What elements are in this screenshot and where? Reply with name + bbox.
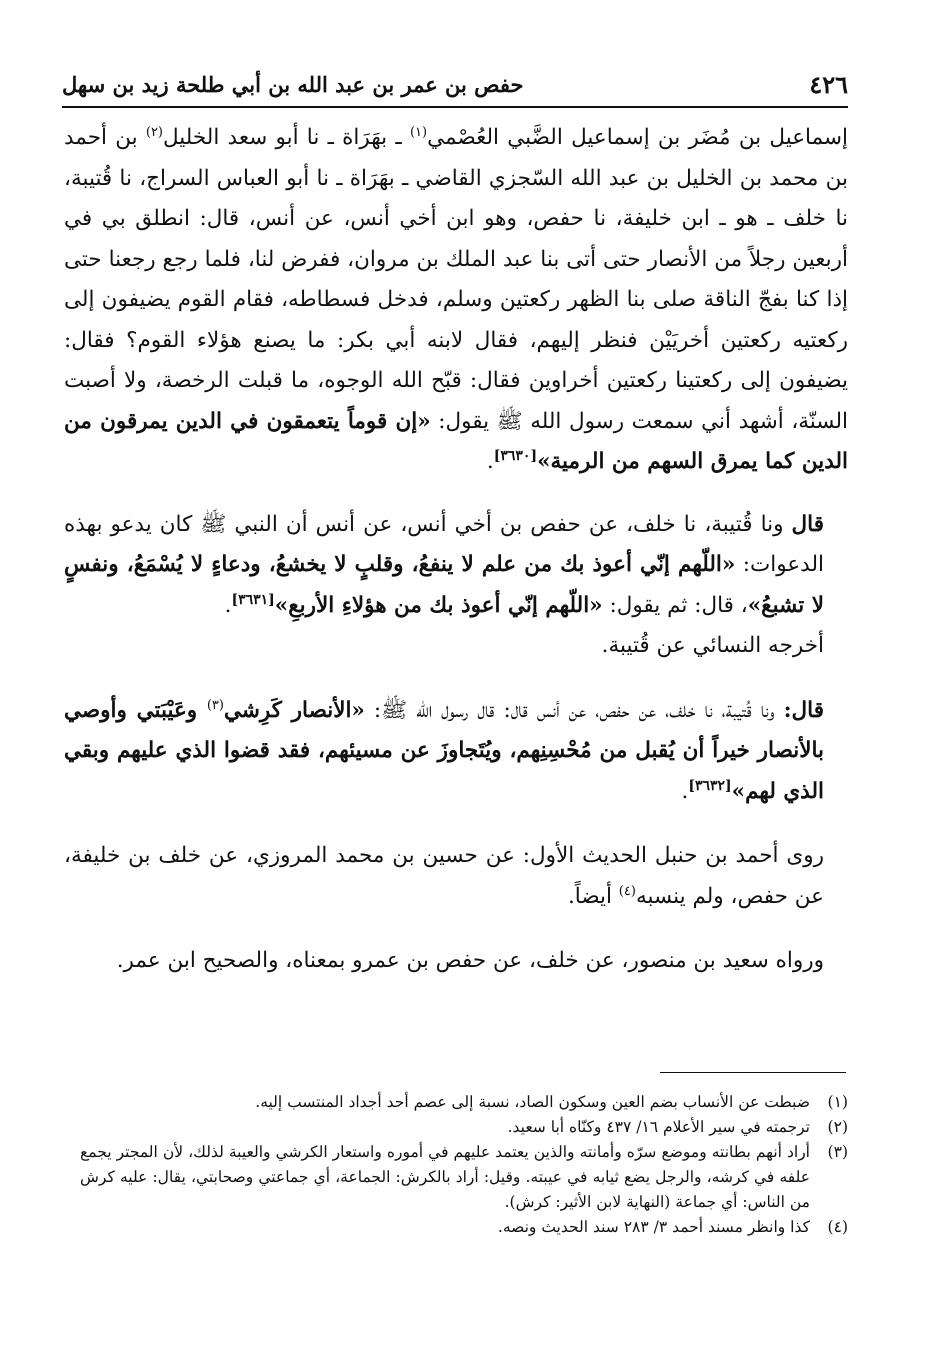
paragraph-text: بن أحمد بن محمد بن الخليل بن عبد الله السّجزي القاضي ـ بهَرَاة ـ نا أبو العباس السراج، نا قُتيبة، نا خلف ـ هو ـ ابن خليفة، نا حفص، وهو ابن أخي أنس، عن أنس، قال: انطلق بي في أربعين رجلاً من الأنصار حتى أتى بنا عبد الملك بن مروان، ففرض لنا، فلما رجع رجعنا حتى إذا كنا بفجّ الناقة صلى بنا الظهر ركعتين وسلم، فدخل فسطاطه، فقام القوم يضيفون إلى ركعتيه ركعتين أخريَيْن فنظر إليهم، فقال لابنه أبي بكر: ما يصنع هؤلاء القوم؟ فقال: يضيفون إلى ركعتينا ركعتين أخراوين فقال: قبّح الله الوجوه، ما قبلت الرخصة، ولا أصبت السنّة، أشهد أني سمعت رسول الله ﷺ يقول: bbox=[64, 125, 848, 434]
footnote-divider bbox=[660, 1072, 846, 1073]
paragraph-said-note bbox=[64, 941, 824, 982]
footnote-number: (٤) bbox=[827, 1218, 848, 1236]
header-divider bbox=[62, 106, 848, 108]
footnote-marker-2: (٢) bbox=[145, 124, 163, 140]
hadith-number: [٣٦٣٢] bbox=[688, 777, 732, 794]
paragraph-hadith-3632: قال: ونا قُتيبة، نا خلف، عن حفص، عن أنس قال: قال رسول الله ﷺ: «الأنصار كَرِشي$^{(٣)}$ وعَيْبَتي وأوصي بالأنصار خيراً أن يُقبل من مُحْسِنِهم، ويُتَجاوزَ عن مسيئهم، فقد قضوا الذي عليهم وبقي الذي لهم»[٣٦٣٢]. bbox=[64, 697, 824, 804]
paragraph-text: ونا قُتيبة، نا خلف، عن حفص بن أخي أنس، عن أنس أن النبي ﷺ كان يدعو بهذه الدعوات: bbox=[64, 511, 824, 577]
footnote-number: (٣) bbox=[827, 1143, 848, 1161]
footnote-number: (٢) bbox=[827, 1118, 848, 1136]
paragraph-text: ورواه سعيد بن منصور، عن خلف، عن حفص بن عمرو بمعناه، والصحيح ابن عمر. bbox=[116, 948, 824, 973]
footnote-text: ضبطت عن الأنساب بضم العين وسكون الصاد، نسبة إلى عصم أحد أجداد المنتسب إليه. bbox=[255, 1093, 810, 1111]
footnote-4 bbox=[80, 1215, 848, 1240]
footnote-text: ترجمته في سير الأعلام ١٦/ ٤٣٧ وكنّاه أبا سعيد. bbox=[507, 1118, 810, 1136]
hadith-quote: «إن قوماً يتعمقون في الدين يمرقون من الدين كما يمرق السهم من الرمية» bbox=[64, 408, 848, 474]
paragraph-text: ونا قُتيبة، نا خلف، عن حفص، عن أنس قال: قال رسول الله ﷺ: bbox=[364, 697, 784, 723]
paragraph-hadith-3630: إسماعيل بن مُضَر بن إسماعيل الضَّبي العُصْمي$^{(١)}$ ـ بهَرَاة ـ نا أبو سعد الخليل$^{(٢)}$ بن أحمد بن محمد بن الخليل بن عبد الله السّجزي القاضي ـ بهَرَاة ـ نا أبو العباس السراج، نا قُتيبة، نا خلف ـ هو ـ ابن خليفة، نا حفص، وهو ابن أخي أنس، عن أنس، قال: انطلق بي في أربعين رجلاً من الأنصار حتى أتى بنا عبد الملك بن مروان، ففرض لنا، فلما رجع رجعنا حتى إذا كنا بفجّ الناقة صلى بنا الظهر ركعتين وسلم، فدخل فسطاطه، فقام القوم يضيفون إلى ركعتيه ركعتين أخريَيْن فنظر إليهم، فقال لابنه أبي بكر: ما يصنع هؤلاء القوم؟ فقال: يضيفون إلى ركعتينا ركعتين أخراوين فقال: قبّح الله الوجوه، ما قبلت الرخصة، ولا أصبت السنّة، أشهد أني سمعت رسول الله ﷺ يقول: «إن قوماً يتعمقون في الدين يمرقون من الدين كما يمرق السهم من الرمية»[٣٦٣٠]. bbox=[64, 124, 848, 474]
footnote-text: أراد أنهم بطانته وموضع سرّه وأمانته والذين يعتمد عليهم في أموره واستعار الكرشي والعيبة لذلك، لأن المجتر يجمع علفه في كرشه، والرجل يضع ثيابه في عيبته. وقيل: أراد بالكرش: الجماعة، أي جماعتي وصحابتي، يقال: عليه كرش من الناس: أي جماعة (النهاية لابن الأثير: كرش). bbox=[80, 1143, 810, 1211]
paragraph-hadith-3631: قال ونا قُتيبة، نا خلف، عن حفص بن أخي أنس، عن أنس أن النبي ﷺ كان يدعو بهذه الدعوات: «اللّهم إنّي أعوذ بك من علم لا ينفعُ، وقلبٍ لا يخشعُ، ودعاءٍ لا يُسْمَعُ، ونفسٍ لا تشبعُ»، قال: ثم يقول: «اللّهم إنّي أعوذ بك من هؤلاءِ الأربعِ»[٣٦٣١]. أخرجه النسائي عن قُتيبة. bbox=[64, 511, 824, 658]
hadith-quote: «اللّهم إنّي أعوذ بك من هؤلاءِ الأربعِ» bbox=[274, 592, 603, 618]
hadith-quote: وعَيْبَتي وأوصي بالأنصار خيراً أن يُقبل من مُحْسِنِهم، ويُتَجاوزَ عن مسيئهم، فقد قضوا الذي عليهم وبقي الذي لهم» bbox=[64, 697, 824, 804]
hadith-number: [٣٦٣٠] bbox=[493, 447, 538, 464]
main-text bbox=[64, 118, 848, 1006]
paragraph-text: أخرجه النسائي عن قُتيبة. bbox=[601, 633, 824, 658]
hadith-quote: «الأنصار كَرِشي bbox=[223, 697, 365, 723]
footnote-number: (١) bbox=[827, 1093, 848, 1111]
paragraph-text: روى أحمد بن حنبل الحديث الأول: عن حسين بن محمد المروزي، عن خلف بن خليفة، عن حفص، ولم ينسبه bbox=[64, 843, 824, 909]
footnote-3 bbox=[80, 1140, 848, 1215]
paragraph-lead: قال: bbox=[783, 697, 824, 723]
paragraph-text: إسماعيل بن مُضَر بن إسماعيل الضَّبي العُصْمي bbox=[427, 125, 848, 150]
footnote-marker-3: (٣) bbox=[206, 697, 224, 713]
hadith-quote: «اللّهم إنّي أعوذ بك من علم لا ينفعُ، وقلبٍ لا يخشعُ، ودعاءٍ لا يُسْمَعُ، ونفسٍ لا تشبعُ» bbox=[64, 552, 824, 618]
page-number: ٤٢٦ bbox=[809, 69, 848, 99]
footnote-2 bbox=[80, 1115, 848, 1140]
paragraph-lead: قال bbox=[791, 511, 824, 537]
running-title: حفص بن عمر بن عبد الله بن أبي طلحة زيد بن سهل bbox=[62, 71, 524, 97]
paragraph-ahmad-note bbox=[64, 836, 824, 917]
paragraph-text: ـ بهَرَاة ـ نا أبو سعد الخليل bbox=[163, 125, 410, 150]
footnote-marker-4: (٤) bbox=[618, 883, 636, 899]
footnote-text: كذا وانظر مسند أحمد ٣/ ٢٨٣ سند الحديث ونصه. bbox=[497, 1218, 810, 1236]
footnote-marker-1: (١) bbox=[409, 124, 428, 140]
footnotes bbox=[80, 1090, 848, 1240]
hadith-number: [٣٦٣١] bbox=[231, 591, 275, 608]
page-header bbox=[62, 62, 848, 106]
paragraph-text: أيضاً. bbox=[567, 883, 619, 909]
footnote-1 bbox=[80, 1090, 848, 1115]
paragraph-text: ، قال: ثم يقول: bbox=[602, 592, 748, 618]
